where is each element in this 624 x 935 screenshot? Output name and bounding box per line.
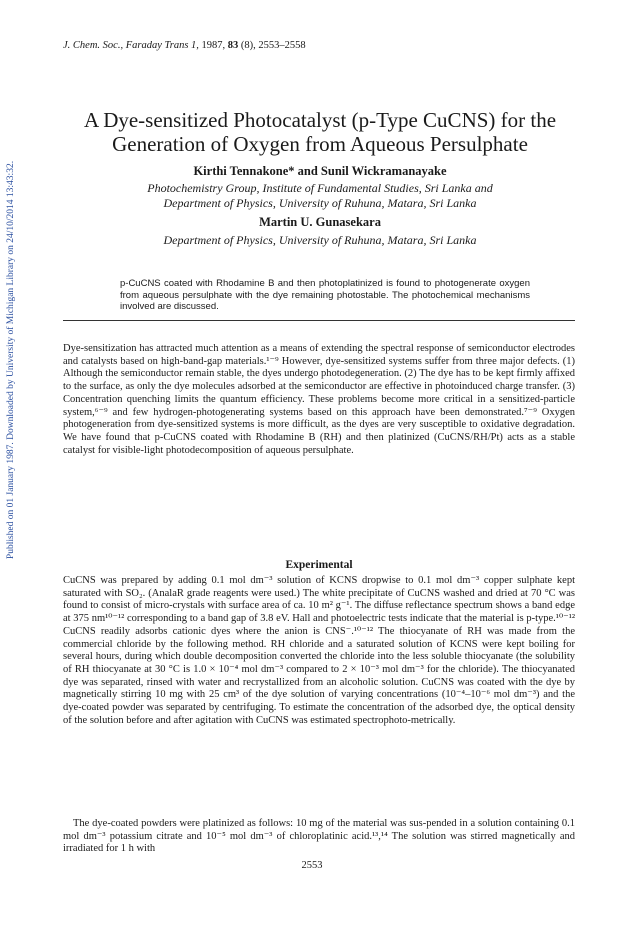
download-watermark — [2, 120, 20, 600]
affiliation-1-line-1: Photochemistry Group, Institute of Fundamental Studies, Sri Lanka and — [147, 181, 493, 195]
page-number: 2553 — [301, 860, 323, 871]
abstract: p-CuCNS coated with Rhodamine B and then photoplatinized is found to photogenerate oxygen from aqueous persulphate with the dye remaining photostable. The photochemical mechanisms involved are discussed. — [120, 278, 530, 313]
experimental-paragraph-1: CuCNS was prepared by adding 0.1 mol dm⁻³ solution of KCNS dropwise to 0.1 mol dm⁻³ copper sulphate kept saturated with SO₂. (AnalaR grade reagents were used.) The white precipitate of CuCNS washed and dried at 70 °C was found to consist of micro-crystals with surface area of ca. 10 m² g⁻¹. The diffuse reflectance spectrum shows a band edge at 375 nm¹⁰⁻¹² corresponding to a band gap of 3.8 eV. Hall and photoelectric tests indicate that the material is p-type.¹⁰⁻¹² CuCNS readily adsorbs cationic dyes where the anion is CNS⁻.¹⁰⁻¹² The thiocyanate of RH was made from the commercial chloride by the following method. RH chloride and a saturated solution of KCNS were kept boiling for several hours, during which double decomposition converted the chloride into the less soluble thiocyanate (the solubility of RH thiocyanate at 30 °C is 1.0 × 10⁻⁴ mol dm⁻³ compared to 2 × 10⁻³ mol dm⁻³ for the chloride). The thiocyanated dye was separated, rinsed with water and recrystallized from an alcoholic solution. CuCNS was coated with the dye by magnetically stirring 10 mg with 25 cm³ of the dye solution of varying concentrations (10⁻⁴–10⁻⁶ mol dm⁻³) and the dye-coated powder was separated by centrifuging. To estimate the concentration of the adsorbed dye, the optical density of the solution before and after agitation with CuCNS was estimated spectrophoto-metrically. — [63, 575, 575, 726]
affiliation-2: Department of Physics, University of Ruhuna, Matara, Sri Lanka — [163, 233, 477, 247]
author-names-2: Martin U. Gunasekara — [259, 215, 381, 229]
abstract-divider — [63, 320, 575, 321]
title-line-1: A Dye-sensitized Photocatalyst (p-Type CuCNS) for the — [83, 108, 557, 132]
affiliation-1-line-2: Department of Physics, University of Ruhuna, Matara, Sri Lanka — [163, 196, 477, 210]
journal-citation — [63, 40, 306, 51]
affiliation-1 — [60, 181, 580, 211]
download-watermark-text: Published on 01 January 1987. Downloaded by University of Michigan Library on 24/10/2014 13:43:32. — [6, 160, 16, 560]
paper-title — [60, 108, 580, 156]
journal-name: J. Chem. Soc., Faraday Trans 1, — [63, 40, 199, 51]
title-line-2: Generation of Oxygen from Aqueous Persulphate — [112, 132, 528, 156]
journal-issue-pages: (8), 2553–2558 — [240, 40, 306, 51]
introduction-paragraph: Dye-sensitization has attracted much attention as a means of extending the spectral response of semiconductor electrodes and catalysts based on high-band-gap materials.¹⁻⁹ However, dye-sensitized systems suffer from three major defects. (1) Although the semiconductor remain stable, the dyes undergo photodegeneration. (2) The dye has to be kept firmly affixed to the surface, as only the dye molecules adsorbed at the semiconductor are effective in photoinduced charge transfer. (3) Concentration quenching limits the quantum efficiency. These problems become more critical in a sensitized-particle system,⁶⁻⁹ and few hydrogen-photogenerating systems based on this approach have been demonstrated.⁷⁻⁹ Oxygen photogeneration from dye-sensitized systems is more difficult, as the dyes are very susceptible to oxidative degradation. We have found that p-CuCNS coated with Rhodamine B (RH) and then platinized (CuCNS/RH/Pt) acts as a stable catalyst for visible-light photodecomposition of aqueous persulphate. — [63, 343, 575, 456]
experimental-paragraph-2: The dye-coated powders were platinized as follows: 10 mg of the material was sus-pended in a solution containing 0.1 mol dm⁻³ potassium citrate and 10⁻⁵ mol dm⁻³ of chloroplatinic acid.¹³,¹⁴ The solution was stirred magnetically and irradiated for 1 h with — [63, 818, 575, 855]
author-names-1: Kirthi Tennakone* and Sunil Wickramanayake — [193, 164, 447, 178]
journal-year: 1987, — [201, 40, 226, 51]
journal-volume: 83 — [227, 40, 239, 51]
section-heading-experimental: Experimental — [285, 559, 353, 571]
